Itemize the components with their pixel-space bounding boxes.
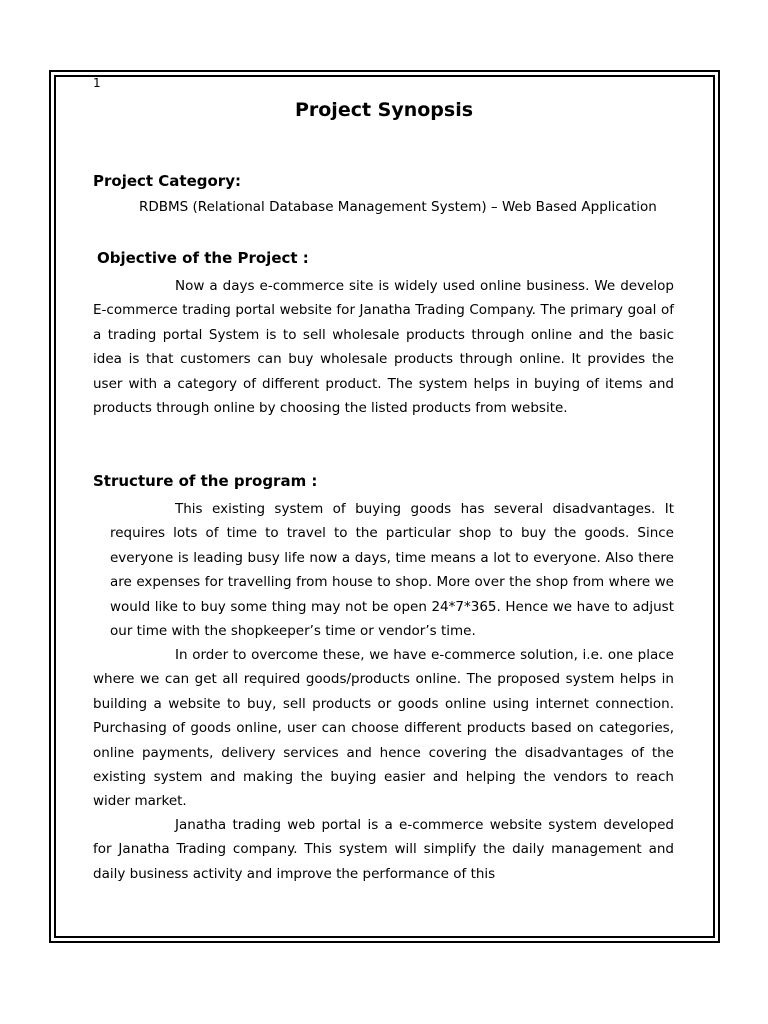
structure-paragraph-1: This existing system of buying goods has several disadvantages. It requires lots of time to travel to the particular shop to buy the goods. Since everyone is leading busy life now a days, time means a lot to everyone. Also there are expenses for travelling from house to shop. More over the shop from where we would like to buy some thing may not be open 24*7*365. Hence we have to adjust our time with the shopkeeper’s time or vendor’s time. [110, 501, 674, 640]
page-title: Project Synopsis [294, 99, 474, 121]
project-category-text: RDBMS (Relational Database Management System) – Web Based Application [139, 199, 657, 215]
structure-heading: Structure of the program : [93, 472, 318, 490]
page-number: 1 [93, 76, 101, 90]
objective-paragraph: Now a days e-commerce site is widely used online business. We develop E-commerce trading portal website for Janatha Trading Company. The primary goal of a trading portal System is to sell wholesale products through online and the basic idea is that customers can buy wholesale products through online. It provides the user with a category of different product. The system helps in buying of items and products through online by choosing the listed products from website. [93, 278, 674, 417]
structure-paragraph-3: Janatha trading web portal is a e-commerce website system developed for Janatha Trading company. This system will simplify the daily management and daily business activity and improve the performance of this [93, 817, 674, 882]
structure-paragraph-2: In order to overcome these, we have e-commerce solution, i.e. one place where we can get all required goods/products online. The proposed system helps in building a website to buy, sell products or goods online using internet connection. Purchasing of goods online, user can choose different products based on categories, online payments, delivery services and hence covering the disadvantages of the existing system and making the buying easier and helping the vendors to reach wider market. [93, 647, 674, 810]
objective-heading: Objective of the Project : [97, 249, 309, 267]
project-category-heading: Project Category: [93, 172, 241, 190]
